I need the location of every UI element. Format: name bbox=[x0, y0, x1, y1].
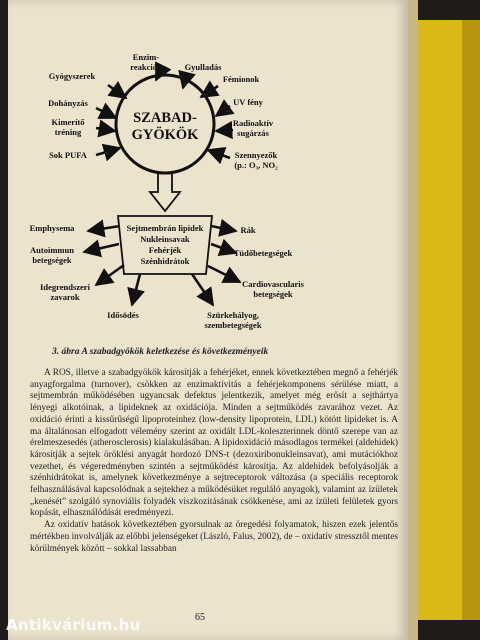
cause-arrow-5 bbox=[96, 108, 116, 118]
target-label-1: Sejtmembrán lipidek bbox=[126, 223, 204, 233]
effect-arrow-2 bbox=[211, 226, 236, 231]
paragraph-2: Az oxidatív hatások következtében gyorsulnak az öregedési folyamatok, hiszen ezek jelentős mértékben involválják az előbbi jelenségeket (László, Falus, 2002), de – oxidatív stressztől mentes körülmények között – sokkal lassabban bbox=[30, 520, 398, 554]
effect-label-7-line-1: Idősödés bbox=[107, 310, 139, 320]
cause-label-7-line-2: tréning bbox=[54, 127, 82, 137]
effect-arrow-1 bbox=[88, 226, 120, 231]
cause-arrow-10 bbox=[208, 150, 230, 158]
cause-label-8-line-1: Radioaktív bbox=[232, 118, 274, 128]
target-label-3: Fehérjék bbox=[148, 245, 182, 255]
center-label-line2: GYÖKÖK bbox=[131, 127, 199, 143]
cause-label-4-line-1: Fémionok bbox=[222, 74, 260, 84]
body-text bbox=[30, 368, 398, 555]
cause-label-1-line-1: Enzim- bbox=[132, 52, 160, 62]
cause-arrow-9 bbox=[96, 148, 120, 155]
cause-label-8-line-2: sugárzás bbox=[237, 128, 269, 138]
effect-arrow-4 bbox=[211, 244, 236, 253]
cause-arrow-8 bbox=[216, 130, 233, 131]
cause-label-7-line-1: Kimerítő bbox=[51, 117, 85, 127]
effect-label-5-line-2: zavarok bbox=[50, 292, 80, 302]
cause-label-5-line-1: Dohányzás bbox=[48, 98, 88, 108]
page-number: 65 bbox=[195, 612, 205, 623]
effect-label-3-line-1: Autoimmun bbox=[30, 245, 74, 255]
cause-arrow-6 bbox=[216, 106, 230, 116]
effect-arrow-3 bbox=[84, 244, 119, 252]
effect-arrow-8 bbox=[192, 274, 213, 305]
center-label-line1: SZABAD- bbox=[133, 110, 197, 126]
effect-label-1-line-1: Emphysema bbox=[29, 223, 75, 233]
down-arrow bbox=[150, 173, 180, 211]
effect-label-6-line-1: Cardiovascularis bbox=[242, 279, 304, 289]
cause-arrow-7 bbox=[96, 128, 115, 131]
effect-arrow-6 bbox=[208, 266, 240, 282]
effect-label-8-line-1: Szürkehályog, bbox=[207, 310, 259, 320]
page-edge bbox=[408, 0, 418, 640]
cause-label-9-line-1: Sok PUFA bbox=[49, 150, 87, 160]
figure-caption: 3. ábra A szabadgyökök keletkezése és következményeik bbox=[52, 347, 269, 357]
effect-arrow-5 bbox=[96, 265, 124, 285]
paragraph-1: A ROS, illetve a szabadgyökök károsítják a fehérjéket, ennek következtében megnő a fehérjék anyagforgalma (turnover), csökken az enzimaktivitás a fehérjekomponens sérülése miatt, a sejtmembrán működésében ugyancsak defektus jelentkezik, amelyet még erősít a sejthártya lényegi alkotóinak, a lipideknek az oxidációja. Minden a sejtműködés zavarához vezet. Az oxidáció érinti a kissűrűségű lipoproteinhez (low-density lipoprotein, LDL) kötött lipideket is. A ma általánosan elfogadott vélemény szerint az oxidált LDL-koleszterinnek döntő szerepe van az érelmeszesedés (atherosclerosis) kialakulásában. A lipidoxidáció másodlagos termékei (aldehidek) károsítják a sejtek öröklési anyagát hordozó DNS-t (dezoxiribonukleinsavat), ami mutációkhoz vezethet, és végeredményben szintén a sejtműködést károsítja. Az aldehidek befolyásolják a szénhidrátokat is, amelynek következménye a sejtreceptorok változása (a speciális receptorok felhasználásával kapcsolódnak a sejtekhez a működésüket reguláló anyagok), valamint az ízületek „kenését” szolgáló synoviális folyadék viszkozitásának csökkenése, ami az ízületi felületek gyors kopását, elhasználódását eredményezi. bbox=[30, 368, 398, 519]
effect-label-5-line-1: Idegrendszeri bbox=[40, 282, 90, 292]
effect-label-2-line-1: Rák bbox=[240, 225, 256, 235]
cause-label-10-line-1: Szennyezők bbox=[234, 150, 278, 160]
targets-group bbox=[127, 223, 204, 266]
effect-label-3-line-2: betegségek bbox=[32, 255, 72, 265]
target-label-4: Szénhidrátok bbox=[140, 256, 190, 266]
watermark-logo: Antikvárium.hu bbox=[6, 616, 141, 634]
yellow-cover-shadow bbox=[462, 20, 480, 620]
effect-arrow-7 bbox=[132, 274, 140, 305]
cause-label-1-line-2: reakciók bbox=[130, 62, 162, 72]
cause-label-3-line-1: Gyógyszerek bbox=[48, 71, 96, 81]
cause-label-6-line-1: UV fény bbox=[233, 97, 263, 107]
effect-label-8-line-2: szembetegségek bbox=[204, 320, 262, 330]
effect-label-4-line-1: Tüdőbetegségek bbox=[233, 248, 293, 258]
effect-label-6-line-2: betegségek bbox=[253, 289, 293, 299]
target-label-2: Nukleinsavak bbox=[140, 234, 190, 244]
cause-label-2-line-1: Gyulladás bbox=[184, 62, 222, 72]
cause-label-10-line-2: (p.: O₃, NO₂ bbox=[234, 160, 278, 170]
free-radicals-diagram bbox=[8, 0, 408, 340]
